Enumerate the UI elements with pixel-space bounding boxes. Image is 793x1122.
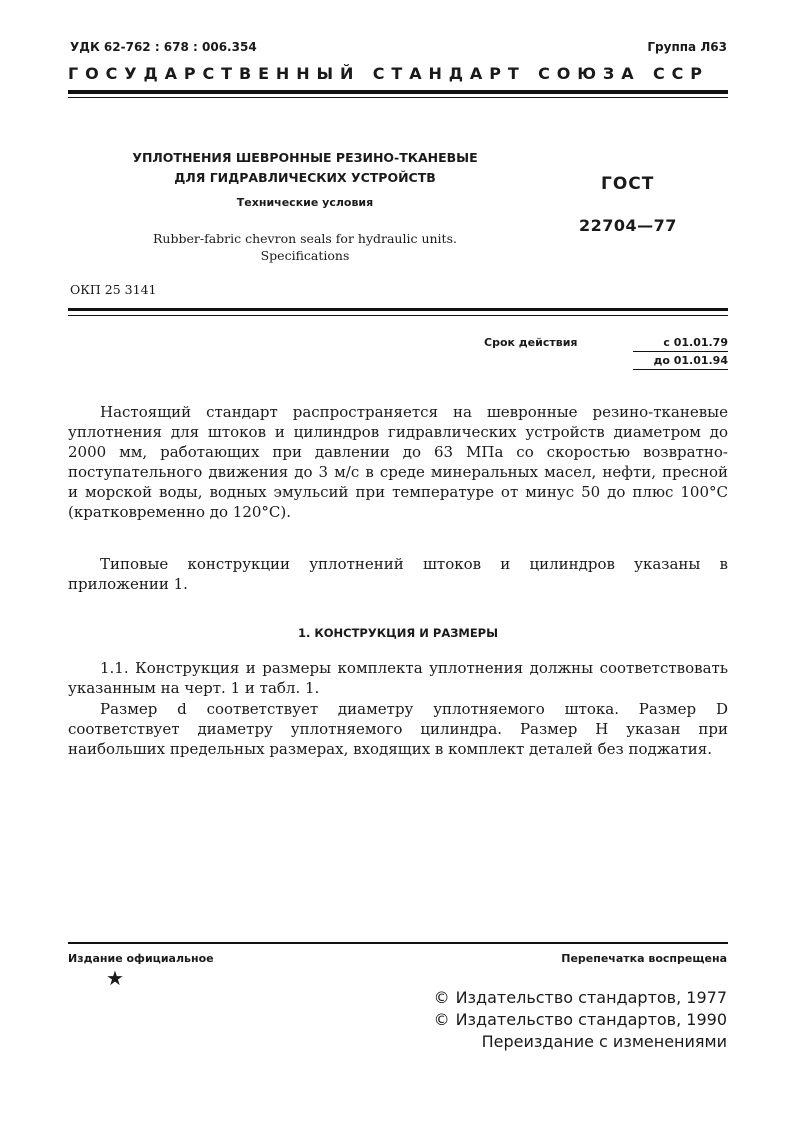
english-title [90, 230, 520, 264]
group-code: Группа Л63 [647, 40, 727, 54]
copyright-icon: © [433, 988, 450, 1007]
state-standard-heading: ГОСУДАРСТВЕННЫЙ СТАНДАРТ СОЮЗА ССР [68, 64, 709, 83]
title-rule-thick [68, 308, 728, 311]
copyright-1977 [434, 988, 727, 1007]
header-rule-thin [68, 97, 728, 98]
header-rule-thick [68, 90, 728, 94]
copyright-icon: © [433, 1010, 450, 1029]
star-icon: ★ [106, 966, 124, 990]
udk-code: УДК 62-762 : 678 : 006.354 [70, 40, 257, 54]
intro-paragraph: Настоящий стандарт распространяется на шевронные резино-тканевые уплотнения для штоков и цилиндров гидравлических устройств диаметром до 2000 мм, работающих при давлении до 63 МПа со скоростью возвратно-поступательного движения до 3 м/с в среде минеральных масел, нефти, пресной и морской воды, водных эмульсий при температуре от минус 50 до плюс 100°С (кратковременно до 120°С). [68, 403, 728, 521]
english-title-line-1: Rubber-fabric chevron seals for hydraulic units. [153, 231, 457, 246]
section-title: 1. КОНСТРУКЦИЯ И РАЗМЕРЫ [297, 626, 499, 640]
subtitle: Технические условия [236, 196, 374, 209]
footer-rule [68, 942, 728, 944]
validity-label: Срок действия [484, 336, 578, 349]
validity-from: с 01.01.79 [633, 336, 728, 352]
english-title-line-2: Specifications [260, 248, 350, 263]
copyright-1990 [434, 1010, 727, 1029]
title-line-2: ДЛЯ ГИДРАВЛИЧЕСКИХ УСТРОЙСТВ [174, 170, 436, 185]
clause-sizes: Размер d соответствует диаметру уплотняемого штока. Размер D соответствует диаметру уплотняемого цилиндра. Размер Н указан при наибольших предельных размерах, входящих в комплект деталей без поджатия. [68, 700, 728, 758]
clause-1-1: 1.1. Конструкция и размеры комплекта уплотнения должны соответствовать указанным на черт. 1 и табл. 1. [68, 659, 728, 697]
appendix-note: Типовые конструкции уплотнений штоков и цилиндров указаны в приложении 1. [68, 555, 728, 593]
reprint-prohibited-label: Перепечатка воспрещена [561, 952, 727, 965]
official-edition-label: Издание официальное [68, 952, 214, 965]
validity-to: до 01.01.94 [633, 354, 728, 370]
title-line-1: УПЛОТНЕНИЯ ШЕВРОННЫЕ РЕЗИНО-ТКАНЕВЫЕ [132, 150, 478, 165]
gost-number: 22704—77 [579, 216, 677, 235]
title-rule-thin [68, 315, 728, 316]
reissue-note: Переиздание с изменениями [481, 1032, 727, 1051]
okp-code: ОКП 25 3141 [70, 282, 157, 297]
document-title [90, 148, 520, 188]
copyright-text-1977: Издательство стандартов, 1977 [455, 988, 727, 1007]
gost-label: ГОСТ [601, 174, 655, 194]
copyright-text-1990: Издательство стандартов, 1990 [455, 1010, 727, 1029]
